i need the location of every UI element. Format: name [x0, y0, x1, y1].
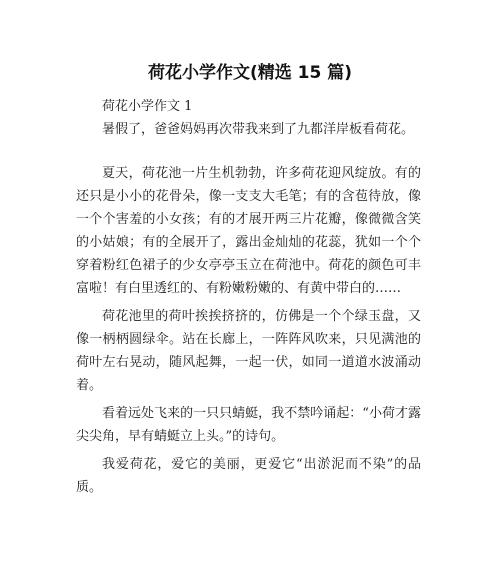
paragraph-2: 夏天，荷花池一片生机勃勃，许多荷花迎风绽放。有的还只是小小的花骨朵，像一支支大毛笔；有的含苞待放，像一个个害羞的小女孩；有的才展开两三片花瓣，像微微含笑的小姑娘；有的全展开了，露出金灿灿的花蕊，犹如一个个穿着粉红色裙子的少女亭亭玉立在荷池中。荷花的颜色可丰富啦！有白里透红的、有粉嫩粉嫩的、有黄中带白的…… — [76, 166, 421, 296]
paragraph-3: 荷花池里的荷叶挨挨挤挤的，仿佛是一个个绿玉盘，又像一柄柄圆绿伞。站在长廊上，一阵阵风吹来，只见满池的荷叶左右晃动，随风起舞，一起一伏，如同一道道水波涌动着。 — [76, 309, 421, 393]
paragraph-1: 暑假了，爸爸妈妈再次带我来到了九都洋岸板看荷花。 — [102, 122, 415, 137]
document-title: 荷花小学作文(精选 15 篇) — [147, 63, 353, 83]
paragraph-5: 我爱荷花，爱它的美丽，更爱它“出淤泥而不染”的品质。 — [76, 457, 421, 495]
document-body — [76, 95, 421, 499]
paragraph-4: 看着远处飞来的一只只蜻蜓，我不禁吟诵起：“小荷才露尖尖角，早有蜻蜓立上头。”的诗句。 — [76, 406, 421, 444]
essay-subtitle: 荷花小学作文 1 — [102, 99, 193, 114]
